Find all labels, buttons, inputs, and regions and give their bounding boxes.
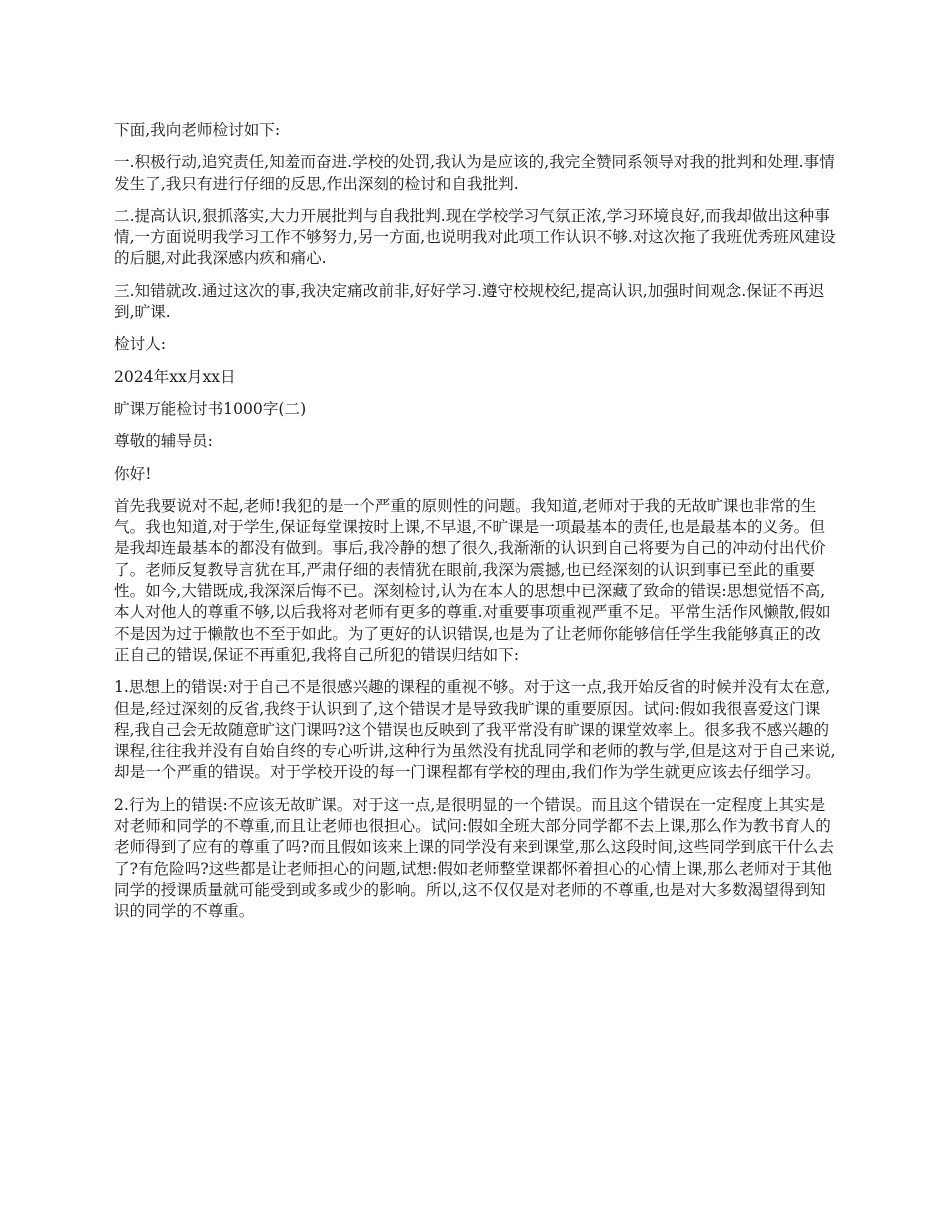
signature-label: 检讨人: [114,335,167,354]
point-three-paragraph: 三.知错就改.通过这次的事,我决定痛改前非,好好学习.遵守校规校纪,提高认识,加强时间观念.保证不再迟到,旷课. [114,281,825,322]
greeting: 你好! [114,464,152,483]
error-two-paragraph: 2.行为上的错误:不应该无故旷课。对于这一点,是很明显的一个错误。而且这个错误在一定程度上其实是对老师和同学的不尊重,而且让老师也很担心。试问:假如全班大部分同学都不去上课,那么作为教书育人的老师得到了应有的尊重了吗?而且假如该来上课的同学没有来到课堂,那么这段时间,这些同学到底干什么去了?有危险吗?这些都是让老师担心的问题,试想:假如老师整堂课都怀着担心的心情上课,那么老师对于其他同学的授课质量就可能受到或多或少的影响。所以,这不仅仅是对老师的不尊重,也是对大多数渴望得到知识的同学的不尊重。 [114,795,834,921]
point-one-paragraph: 一.积极行动,追究责任,知羞而奋进.学校的处罚,我认为是应该的,我完全赞同系领导对我的批判和处理.事情发生了,我只有进行仔细的反思,作出深刻的检讨和自我批判. [114,153,835,193]
date-line: 2024年xx月xx日 [114,367,236,386]
salutation: 尊敬的辅导员: [114,432,213,451]
intro-line: 下面,我向老师检讨如下: [114,121,281,139]
point-two-paragraph: 二.提高认识,狠抓落实,大力开展批判与自我批判.现在学校学习气氛正浓,学习环境良好,而我却做出这种事情,一方面说明我学习工作不够努力,另一方面,也说明我对此项工作认识不够.对这次拖了我班优秀班风建设的后腿,对此我深感内疚和痛心. [114,206,836,268]
section-title: 旷课万能检讨书1000字(二) [114,399,307,418]
apology-paragraph: 首先我要说对不起,老师!我犯的是一个严重的原则性的问题。我知道,老师对于我的无故旷课也非常的生气。我也知道,对于学生,保证每堂课按时上课,不早退,不旷课是一项最基本的责任,也是最基本的义务。但是我却连最基本的都没有做到。事后,我冷静的想了很久,我渐渐的认识到自己将要为自己的冲动付出代价了。老师反复教导言犹在耳,严肃仔细的表情犹在眼前,我深为震撼,也已经深刻的认识到事已至此的重要性。如今,大错既成,我深深后悔不已。深刻检讨,认为在本人的思想中已深藏了致命的错误:思想觉悟不高,本人对他人的尊重不够,以后我将对老师有更多的尊重.对重要事项重视严重不足。平常生活作风懒散,假如不是因为过于懒散也不至于如此。为了更好的认识错误,也是为了让老师你能够信任学生我能够真正的改正自己的错误,保证不再重犯,我将自己所犯的错误归结如下: [114,496,831,664]
error-one-paragraph: 1.思想上的错误:对于自己不是很感兴趣的课程的重视不够。对于这一点,我开始反省的时候并没有太在意,但是,经过深刻的反省,我终于认识到了,这个错误才是导致我旷课的重要原因。试问:假如我很喜爱这门课程,我自己会无故随意旷这门课吗?这个错误也反映到了我平常没有旷课的课堂效率上。很多我不感兴趣的课程,往往我并没有自始自终的专心听讲,这种行为虽然没有扰乱同学和老师的教与学,但是这对于自己来说,却是一个严重的错误。对于学校开设的每一门课程都有学校的理由,我们作为学生就更应该去仔细学习。 [114,678,836,782]
document-body [114,120,836,934]
